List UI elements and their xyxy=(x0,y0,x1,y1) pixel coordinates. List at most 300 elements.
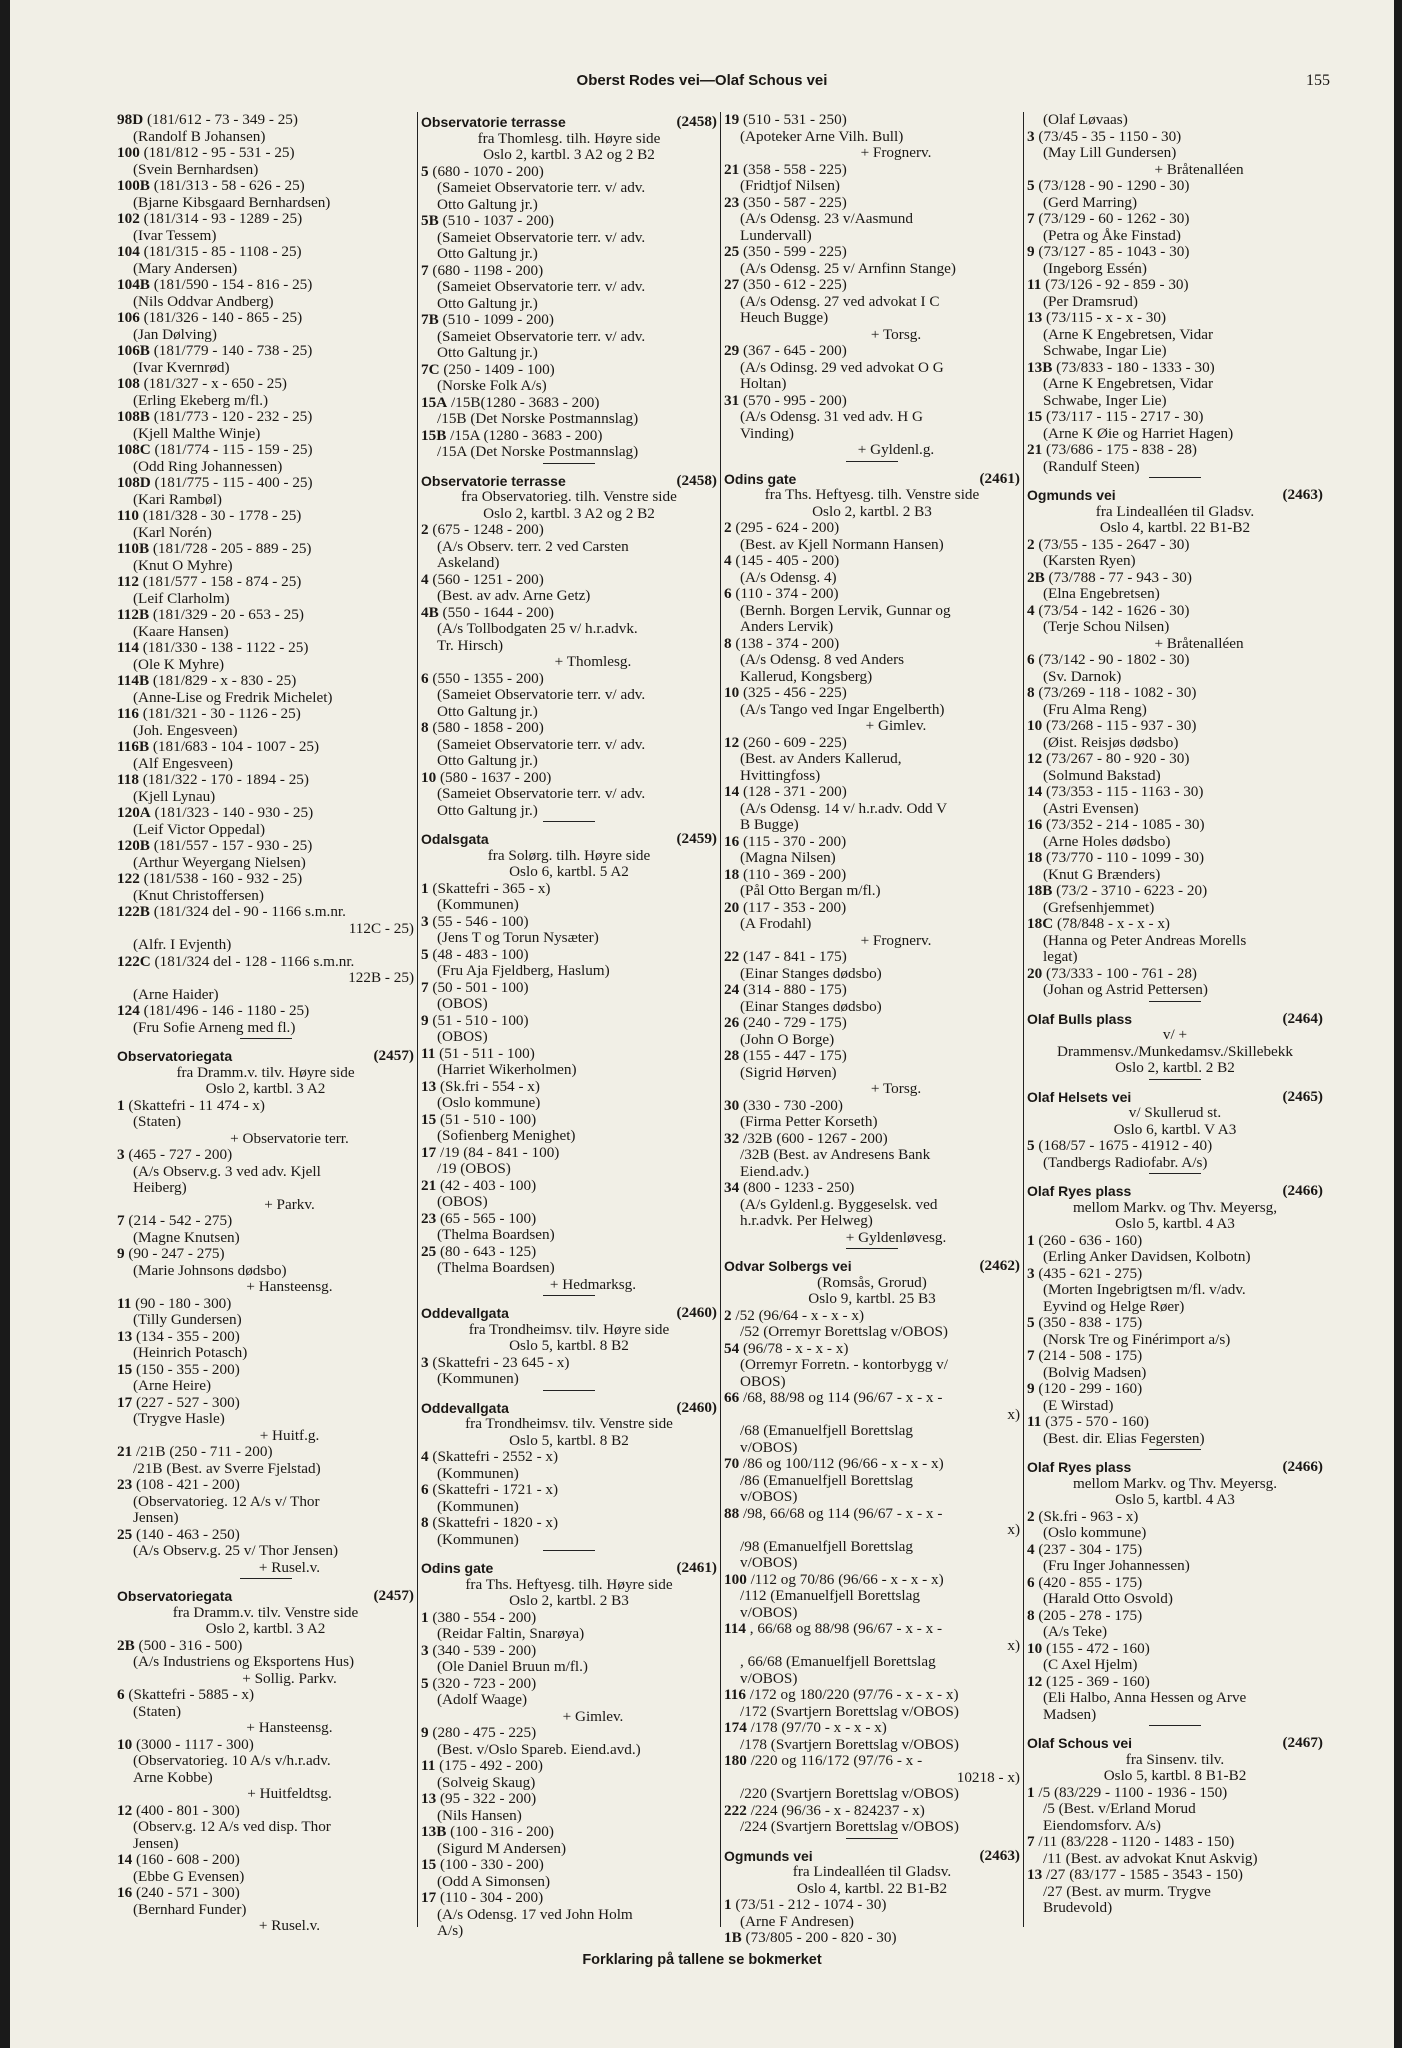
cross-street: + Gyldenl.g. xyxy=(857,441,935,458)
entry-owner: (Olaf Løvaas) xyxy=(1043,111,1128,128)
street-code: (2463) xyxy=(979,1846,1020,1864)
entry-details: (181/326 - 140 - 865 - 25) xyxy=(139,309,303,326)
entry-continuation: x) xyxy=(1007,1521,1020,1538)
address-entry xyxy=(117,541,414,558)
house-number: 8 xyxy=(421,719,429,736)
entry-owner: (A/s Teke) xyxy=(1043,1623,1108,1640)
entry-owner: Heuch Bugge) xyxy=(740,309,829,326)
entry-details: (Skattefri - 1820 - x) xyxy=(428,1514,559,1531)
house-number: 54 xyxy=(724,1339,740,1357)
house-number: 9 xyxy=(1027,1380,1035,1397)
entry-details: (181/324 del - 90 - 1166 s.m.nr. xyxy=(149,903,346,920)
entry-owner: Otto Galtung jr.) xyxy=(437,702,538,720)
street-description: Oslo 2, kartbl. 3 A2 og 2 B2 xyxy=(483,146,655,163)
entry-owner: /86 (Emanuelfjell Borettslag xyxy=(740,1471,913,1489)
house-number: 19 xyxy=(724,111,740,128)
entry-owner: (A/s Odensg. 8 ved Anders xyxy=(740,651,905,668)
entry-owner: (OBOS) xyxy=(437,995,488,1012)
entry-owner: (Fru Sofie Arneng med fl.) xyxy=(133,1018,296,1036)
street-code: (2462) xyxy=(979,1257,1020,1274)
street-code: (2458) xyxy=(676,113,717,130)
entry-owner: , 66/68 (Emanuelfjell Borettslag xyxy=(740,1653,936,1670)
section-divider xyxy=(421,1548,717,1558)
house-number: 21 xyxy=(1027,441,1043,458)
address-entry xyxy=(421,720,717,737)
house-number: 4 xyxy=(724,552,732,569)
street-code: (2458) xyxy=(676,471,717,489)
house-number: 13 xyxy=(421,1077,437,1095)
entry-details: (181/812 - 95 - 531 - 25) xyxy=(139,144,295,161)
house-number: 106 xyxy=(117,309,140,326)
entry-details: (340 - 539 - 200) xyxy=(428,1641,537,1659)
divider-rule xyxy=(240,1578,292,1586)
entry-details: (240 - 729 - 175) xyxy=(739,1014,847,1031)
street-description: Oslo 5, kartbl. 8 B1-B2 xyxy=(1103,1767,1247,1784)
entry-owner: (A/s Industriens og Eksportens Hus) xyxy=(133,1653,355,1670)
entry-owner: v/OBOS) xyxy=(740,1554,798,1571)
entry-details: (280 - 475 - 225) xyxy=(428,1724,537,1741)
entry-owner: (Bernh. Borgen Lervik, Gunnar og xyxy=(740,601,951,619)
entry-owner: (Arne Holes dødsbo) xyxy=(1043,832,1171,850)
street-name: Observatoriegata xyxy=(117,1588,233,1604)
divider-rule xyxy=(543,1550,595,1558)
address-entry xyxy=(421,1610,717,1627)
entry-details: (80 - 643 - 125) xyxy=(436,1242,537,1260)
entry-owner: (Ole K Myhre) xyxy=(133,655,225,673)
house-number: 32 xyxy=(724,1129,740,1147)
entry-details: (181/324 del - 128 - 1166 s.m.nr. xyxy=(150,952,355,970)
house-number: 21 xyxy=(117,1443,133,1460)
entry-owner: (Fridtjof Nilsen) xyxy=(740,177,840,194)
house-number: 4B xyxy=(421,603,439,621)
house-number: 7 xyxy=(1027,210,1035,227)
entry-owner: (Ingeborg Essén) xyxy=(1043,259,1147,277)
address-entry xyxy=(724,586,1020,603)
divider-rule xyxy=(846,1248,898,1256)
entry-details: (51 - 511 - 100) xyxy=(435,1044,535,1062)
house-number: 12 xyxy=(1027,750,1043,767)
house-number: 13 xyxy=(117,1327,133,1345)
address-entry xyxy=(724,784,1020,801)
address-entry xyxy=(117,838,414,855)
street-description: Oslo 5, kartbl. 8 B2 xyxy=(509,1431,629,1449)
address-entry xyxy=(117,805,414,822)
house-number: 22 xyxy=(724,948,740,965)
address-entry xyxy=(117,277,414,294)
entry-details: (570 - 995 - 200) xyxy=(739,391,847,409)
entry-owner: (Bernhard Funder) xyxy=(133,1900,247,1918)
entry-owner: (Arne Haider) xyxy=(133,985,219,1003)
address-entry xyxy=(724,343,1020,360)
house-number: 1 xyxy=(724,1896,732,1913)
address-entry xyxy=(421,213,717,230)
address-entry xyxy=(1027,1509,1323,1526)
entry-details: (128 - 371 - 200) xyxy=(739,783,847,800)
entry-details: (680 - 1198 - 200) xyxy=(428,261,544,279)
entry-details: (181/329 - 20 - 653 - 25) xyxy=(149,606,304,623)
house-number: 8 xyxy=(1027,1606,1035,1624)
entry-owner: /178 (Svartjern Borettslag v/OBOS) xyxy=(740,1735,959,1753)
house-number: 16 xyxy=(724,832,740,850)
entry-owner: (Solveig Skaug) xyxy=(437,1773,536,1791)
house-number: 27 xyxy=(724,276,740,293)
entry-owner: (Jens T og Torun Nysæter) xyxy=(437,929,599,946)
address-entry xyxy=(421,914,717,931)
street-heading xyxy=(1027,1735,1323,1752)
street-code: (2460) xyxy=(676,1304,717,1321)
house-number: 25 xyxy=(724,243,740,260)
house-number: 5 xyxy=(1027,1137,1035,1154)
section-divider xyxy=(1027,1077,1323,1087)
entry-owner: (Observatorieg. 10 A/s v/h.r.adv. xyxy=(133,1752,331,1769)
entry-owner: (Sameiet Observatorie terr. v/ adv. xyxy=(437,228,646,246)
entry-details: (155 - 447 - 175) xyxy=(739,1047,847,1064)
street-description: v/ Skullerud st. xyxy=(1128,1104,1222,1121)
address-entry xyxy=(421,1676,717,1693)
house-number: 222 xyxy=(724,1801,747,1819)
entry-owner: Heiberg) xyxy=(133,1179,187,1196)
entry-details: (73/805 - 200 - 820 - 30) xyxy=(741,1929,897,1946)
address-entry xyxy=(1027,211,1323,228)
entry-details: (295 - 624 - 200) xyxy=(731,519,840,536)
entry-owner: (Astri Evensen) xyxy=(1043,799,1139,817)
address-entry xyxy=(724,553,1020,570)
entry-details: (330 - 730 -200) xyxy=(739,1096,843,1114)
house-number: 18B xyxy=(1027,882,1053,899)
entry-details: (73/129 - 60 - 1262 - 30) xyxy=(1034,210,1190,227)
entry-owner: (Staten) xyxy=(133,1702,182,1720)
entry-details: (181/779 - 140 - 738 - 25) xyxy=(149,342,313,359)
entry-details: (240 - 571 - 300) xyxy=(132,1884,240,1901)
entry-owner: (Solmund Bakstad) xyxy=(1043,766,1161,784)
address-entry xyxy=(1027,718,1323,735)
house-number: 2 xyxy=(724,1306,732,1324)
house-number: 13B xyxy=(421,1823,447,1840)
entry-owner: (A/s Odensg. 17 ved John Holm xyxy=(437,1905,633,1923)
entry-owner: /32B (Best. av Andresens Bank xyxy=(740,1146,931,1163)
house-number: 112 xyxy=(117,573,139,590)
address-entry xyxy=(421,1013,717,1030)
house-number: 6 xyxy=(1027,1573,1035,1591)
house-number: 15 xyxy=(421,1110,437,1128)
entry-details: (510 - 531 - 250) xyxy=(739,111,847,128)
entry-owner: (Karl Norén) xyxy=(133,523,212,541)
entry-details: (78/848 - x - x - x) xyxy=(1053,915,1170,932)
entry-owner: /98 (Emanuelfjell Borettslag xyxy=(740,1537,913,1555)
house-number: 3 xyxy=(421,1641,429,1659)
address-entry xyxy=(117,112,414,129)
house-number: 108 xyxy=(117,375,140,392)
address-entry xyxy=(1027,244,1323,261)
street-heading xyxy=(1027,1459,1323,1476)
house-number: 102 xyxy=(117,210,140,227)
entry-owner: (Magna Nilsen) xyxy=(740,849,836,866)
entry-owner: (A/s Odensg. 4) xyxy=(740,568,837,586)
entry-details: /220 og 116/172 (97/76 - x - xyxy=(746,1752,923,1769)
entry-details: (73/54 - 142 - 1626 - 30) xyxy=(1034,601,1190,619)
entry-owner: (Einar Stanges dødsbo) xyxy=(740,964,882,982)
address-entry xyxy=(724,1930,1020,1947)
entry-details: /224 (96/36 - x - 824237 - x) xyxy=(746,1801,925,1819)
house-number: 106B xyxy=(117,342,150,359)
house-number: 13 xyxy=(421,1790,437,1807)
entry-details: (237 - 304 - 175) xyxy=(1034,1540,1143,1558)
address-entry xyxy=(117,409,414,426)
entry-details: (73/142 - 90 - 1802 - 30) xyxy=(1034,651,1190,668)
house-number: 12 xyxy=(724,733,740,751)
house-number: 15A xyxy=(421,393,448,411)
address-entry xyxy=(724,1341,1020,1358)
entry-owner: (Staten) xyxy=(133,1113,182,1130)
address-entry xyxy=(117,1098,414,1115)
entry-owner: (Best. av adv. Arne Getz) xyxy=(437,587,591,604)
house-number: 11 xyxy=(1027,1413,1042,1430)
section-divider xyxy=(421,1388,717,1398)
street-description: fra Thomlesg. tilh. Høyre side xyxy=(477,129,661,147)
entry-details: (140 - 463 - 250) xyxy=(132,1525,240,1543)
divider-rule xyxy=(543,1295,595,1303)
address-entry xyxy=(421,1244,717,1261)
house-number: 21 xyxy=(421,1176,437,1194)
entry-owner: (Karsten Ryen) xyxy=(1043,552,1136,569)
address-entry xyxy=(117,1296,414,1313)
entry-details: (90 - 247 - 275) xyxy=(124,1245,225,1262)
address-entry xyxy=(421,1791,717,1808)
entry-owner: Brudevold) xyxy=(1043,1899,1113,1916)
street-code: (2457) xyxy=(373,1047,414,1064)
entry-owner: v/OBOS) xyxy=(740,1669,798,1687)
cross-street: + Rusel.v. xyxy=(258,1558,321,1576)
entry-details: (181/557 - 157 - 930 - 25) xyxy=(149,837,313,854)
address-entry xyxy=(724,834,1020,851)
entry-details: (181/330 - 138 - 1122 - 25) xyxy=(138,639,309,656)
entry-owner: (Kari Rambøl) xyxy=(133,490,222,508)
house-number: 7 xyxy=(117,1212,125,1229)
house-number: 24 xyxy=(724,981,740,998)
entry-owner: (John O Borge) xyxy=(740,1030,835,1048)
house-number: 16 xyxy=(1027,816,1043,833)
entry-details: (181/728 - 205 - 889 - 25) xyxy=(149,540,312,557)
entry-owner: Madsen) xyxy=(1043,1705,1097,1723)
cross-street: + Hedmarksg. xyxy=(549,1275,637,1293)
address-entry xyxy=(1027,1867,1323,1884)
entry-details: (73/55 - 135 - 2647 - 30) xyxy=(1034,535,1190,553)
entry-details: (325 - 456 - 225) xyxy=(739,684,847,701)
page-number: 155 xyxy=(1306,72,1330,89)
entry-owner: (Fru Alma Reng) xyxy=(1043,700,1147,718)
address-entry xyxy=(117,1852,414,1869)
entry-owner: (Kommunen) xyxy=(437,1497,519,1515)
entry-owner: (Oslo kommune) xyxy=(1043,1524,1147,1541)
section-divider xyxy=(1027,1171,1323,1181)
address-entry xyxy=(1027,1575,1323,1592)
entry-details: (400 - 801 - 300) xyxy=(132,1801,240,1819)
house-number: 13 xyxy=(1027,1866,1043,1883)
address-entry xyxy=(1027,360,1323,377)
address-entry xyxy=(1027,1834,1323,1851)
entry-details: (Skattefri - 1721 - x) xyxy=(428,1481,559,1498)
house-number: 1 xyxy=(117,1096,125,1114)
entry-owner: Jensen) xyxy=(133,1834,179,1852)
address-entry xyxy=(421,1515,717,1532)
entry-details: (73/788 - 77 - 943 - 30) xyxy=(1044,568,1192,586)
entry-details: (214 - 508 - 175) xyxy=(1034,1347,1143,1364)
address-entry xyxy=(117,1477,414,1494)
house-number: 8 xyxy=(724,634,732,652)
entry-details: (115 - 370 - 200) xyxy=(739,832,847,850)
entry-details: (181/496 - 146 - 1180 - 25) xyxy=(139,1002,310,1019)
cross-street: + Hansteensg. xyxy=(246,1719,333,1736)
street-description: fra Ths. Heftyesg. tilh. Høyre side xyxy=(465,1575,673,1593)
address-entry xyxy=(1027,1138,1323,1155)
house-number: 180 xyxy=(724,1752,747,1769)
street-heading xyxy=(1027,1089,1323,1106)
address-columns xyxy=(114,111,1326,1946)
house-number: 8 xyxy=(421,1514,429,1531)
house-number: 114 xyxy=(117,639,139,656)
address-entry xyxy=(117,1885,414,1902)
entry-details: /68, 88/98 og 114 (96/67 - x - x - xyxy=(739,1389,943,1406)
entry-owner: (Alfr. I Evjenth) xyxy=(133,936,232,953)
address-entry xyxy=(1027,442,1323,459)
house-number: 2 xyxy=(1027,1507,1035,1525)
address-entry xyxy=(421,1758,717,1775)
entry-details: (181/538 - 160 - 932 - 25) xyxy=(139,870,303,887)
entry-details: /21B (250 - 711 - 200) xyxy=(132,1443,273,1460)
address-entry xyxy=(1027,817,1323,834)
house-number: 6 xyxy=(421,1481,429,1498)
entry-owner: (Joh. Engesveen) xyxy=(133,721,238,739)
address-entry xyxy=(117,1527,414,1544)
house-number: 17 xyxy=(421,1143,437,1161)
street-description: Oslo 2, kartbl. 2 B3 xyxy=(509,1592,629,1609)
street-description: mellom Markv. og Thv. Meyersg. xyxy=(1072,1474,1277,1492)
entry-owner: Arne Kobbe) xyxy=(133,1768,213,1786)
address-entry xyxy=(724,520,1020,537)
section-divider xyxy=(1027,475,1323,485)
address-entry xyxy=(1027,1785,1323,1802)
address-entry xyxy=(1027,1233,1323,1250)
entry-owner: Otto Galtung jr.) xyxy=(437,245,538,262)
address-entry xyxy=(117,1737,414,1754)
section-divider xyxy=(1027,999,1323,1009)
entry-details: (160 - 608 - 200) xyxy=(132,1851,240,1868)
street-name: Oddevallgata xyxy=(421,1305,509,1321)
street-name: Observatorie terrasse xyxy=(421,472,566,489)
address-entry xyxy=(421,395,717,412)
entry-owner: Otto Galtung jr.) xyxy=(437,344,538,361)
street-heading xyxy=(421,1305,717,1322)
address-entry xyxy=(1027,652,1323,669)
entry-details: (55 - 546 - 100) xyxy=(428,912,529,930)
address-entry xyxy=(724,1803,1020,1820)
entry-details: (250 - 1409 - 100) xyxy=(439,360,555,378)
entry-details: (65 - 565 - 100) xyxy=(436,1209,537,1227)
address-entry xyxy=(117,1395,414,1412)
entry-details: (51 - 510 - 100) xyxy=(428,1011,529,1029)
house-number: 88 xyxy=(724,1504,740,1522)
address-entry xyxy=(117,1803,414,1820)
house-number: 9 xyxy=(117,1245,125,1262)
entry-owner: (Arthur Weyergang Nielsen) xyxy=(133,853,306,871)
address-entry xyxy=(117,871,414,888)
entry-details: (100 - 316 - 200) xyxy=(446,1823,554,1840)
street-description: Oslo 5, kartbl. 4 A3 xyxy=(1115,1491,1235,1508)
cross-street: + Gimlev. xyxy=(562,1707,624,1725)
entry-details: (145 - 405 - 200) xyxy=(731,552,840,569)
entry-details: (73/2 - 3710 - 6223 - 20) xyxy=(1052,882,1208,899)
address-entry xyxy=(724,1897,1020,1914)
entry-details: (50 - 501 - 100) xyxy=(428,978,529,996)
address-entry xyxy=(724,685,1020,702)
entry-owner: (Sameiet Observatorie terr. v/ adv. xyxy=(437,327,646,345)
address-entry xyxy=(117,211,414,228)
entry-details: (181/683 - 104 - 1007 - 25) xyxy=(149,738,320,755)
address-entry xyxy=(1027,1266,1323,1283)
entry-owner: (A/s Odensg. 14 v/ h.r.adv. Odd V xyxy=(740,799,948,817)
entry-owner: Anders Lervik) xyxy=(740,618,834,635)
entry-owner: (E Wirstad) xyxy=(1043,1396,1114,1414)
entry-continuation: 112C - 25) xyxy=(348,919,414,937)
house-number: 18 xyxy=(1027,849,1043,866)
entry-details: (Sk.fri - 554 - x) xyxy=(436,1077,540,1095)
house-number: 10 xyxy=(1027,1639,1043,1657)
entry-owner: (Sigrid Hørven) xyxy=(740,1063,837,1081)
entry-owner: /27 (Best. av murm. Trygve xyxy=(1043,1882,1211,1900)
house-number: 15B xyxy=(421,426,447,444)
street-description: Oslo 5, kartbl. 4 A3 xyxy=(1115,1215,1235,1232)
house-number: 4 xyxy=(421,570,429,588)
entry-details: (181/773 - 120 - 232 - 25) xyxy=(149,408,313,425)
address-entry xyxy=(421,1112,717,1129)
section-divider xyxy=(421,461,717,471)
address-entry xyxy=(421,164,717,181)
entry-details: (168/57 - 1675 - 41912 - 40) xyxy=(1034,1137,1213,1154)
entry-owner: (Trygve Hasle) xyxy=(133,1410,225,1427)
entry-owner: v/OBOS) xyxy=(740,1438,798,1456)
address-entry xyxy=(117,475,414,492)
address-entry xyxy=(724,1720,1020,1737)
entry-owner: (Morten Ingebrigtsen m/fl. v/adv. xyxy=(1043,1281,1246,1298)
entry-owner: (Anne-Lise og Fredrik Michelet) xyxy=(133,688,333,706)
address-entry xyxy=(117,1003,414,1020)
entry-details: (147 - 841 - 175) xyxy=(739,948,847,965)
street-code: (2466) xyxy=(1282,1458,1323,1475)
house-number: 25 xyxy=(117,1525,133,1543)
entry-owner: (Magne Knutsen) xyxy=(133,1228,240,1246)
house-number: 116 xyxy=(117,705,139,722)
cross-street: + Rusel.v. xyxy=(258,1917,321,1934)
house-number: 4 xyxy=(1027,601,1035,619)
address-entry xyxy=(421,1482,717,1499)
house-number: 4 xyxy=(1027,1540,1035,1558)
street-heading xyxy=(1027,1011,1323,1028)
entry-details: (73/115 - x - x - 30) xyxy=(1042,309,1167,326)
house-number: 29 xyxy=(724,342,740,359)
entry-owner: (Svein Bernhardsen) xyxy=(133,160,259,178)
entry-details: (108 - 421 - 200) xyxy=(132,1476,240,1493)
entry-details: (314 - 880 - 175) xyxy=(739,981,847,998)
house-number: 3 xyxy=(1027,1264,1035,1282)
street-code: (2467) xyxy=(1282,1734,1323,1751)
entry-owner: (Sv. Darnok) xyxy=(1043,667,1122,685)
house-number: 100 xyxy=(117,144,140,161)
entry-details: (260 - 609 - 225) xyxy=(739,733,847,751)
entry-owner: (OBOS) xyxy=(437,1193,488,1210)
entry-details: (42 - 403 - 100) xyxy=(436,1176,537,1194)
house-number: 9 xyxy=(1027,243,1035,260)
address-entry xyxy=(117,954,414,971)
